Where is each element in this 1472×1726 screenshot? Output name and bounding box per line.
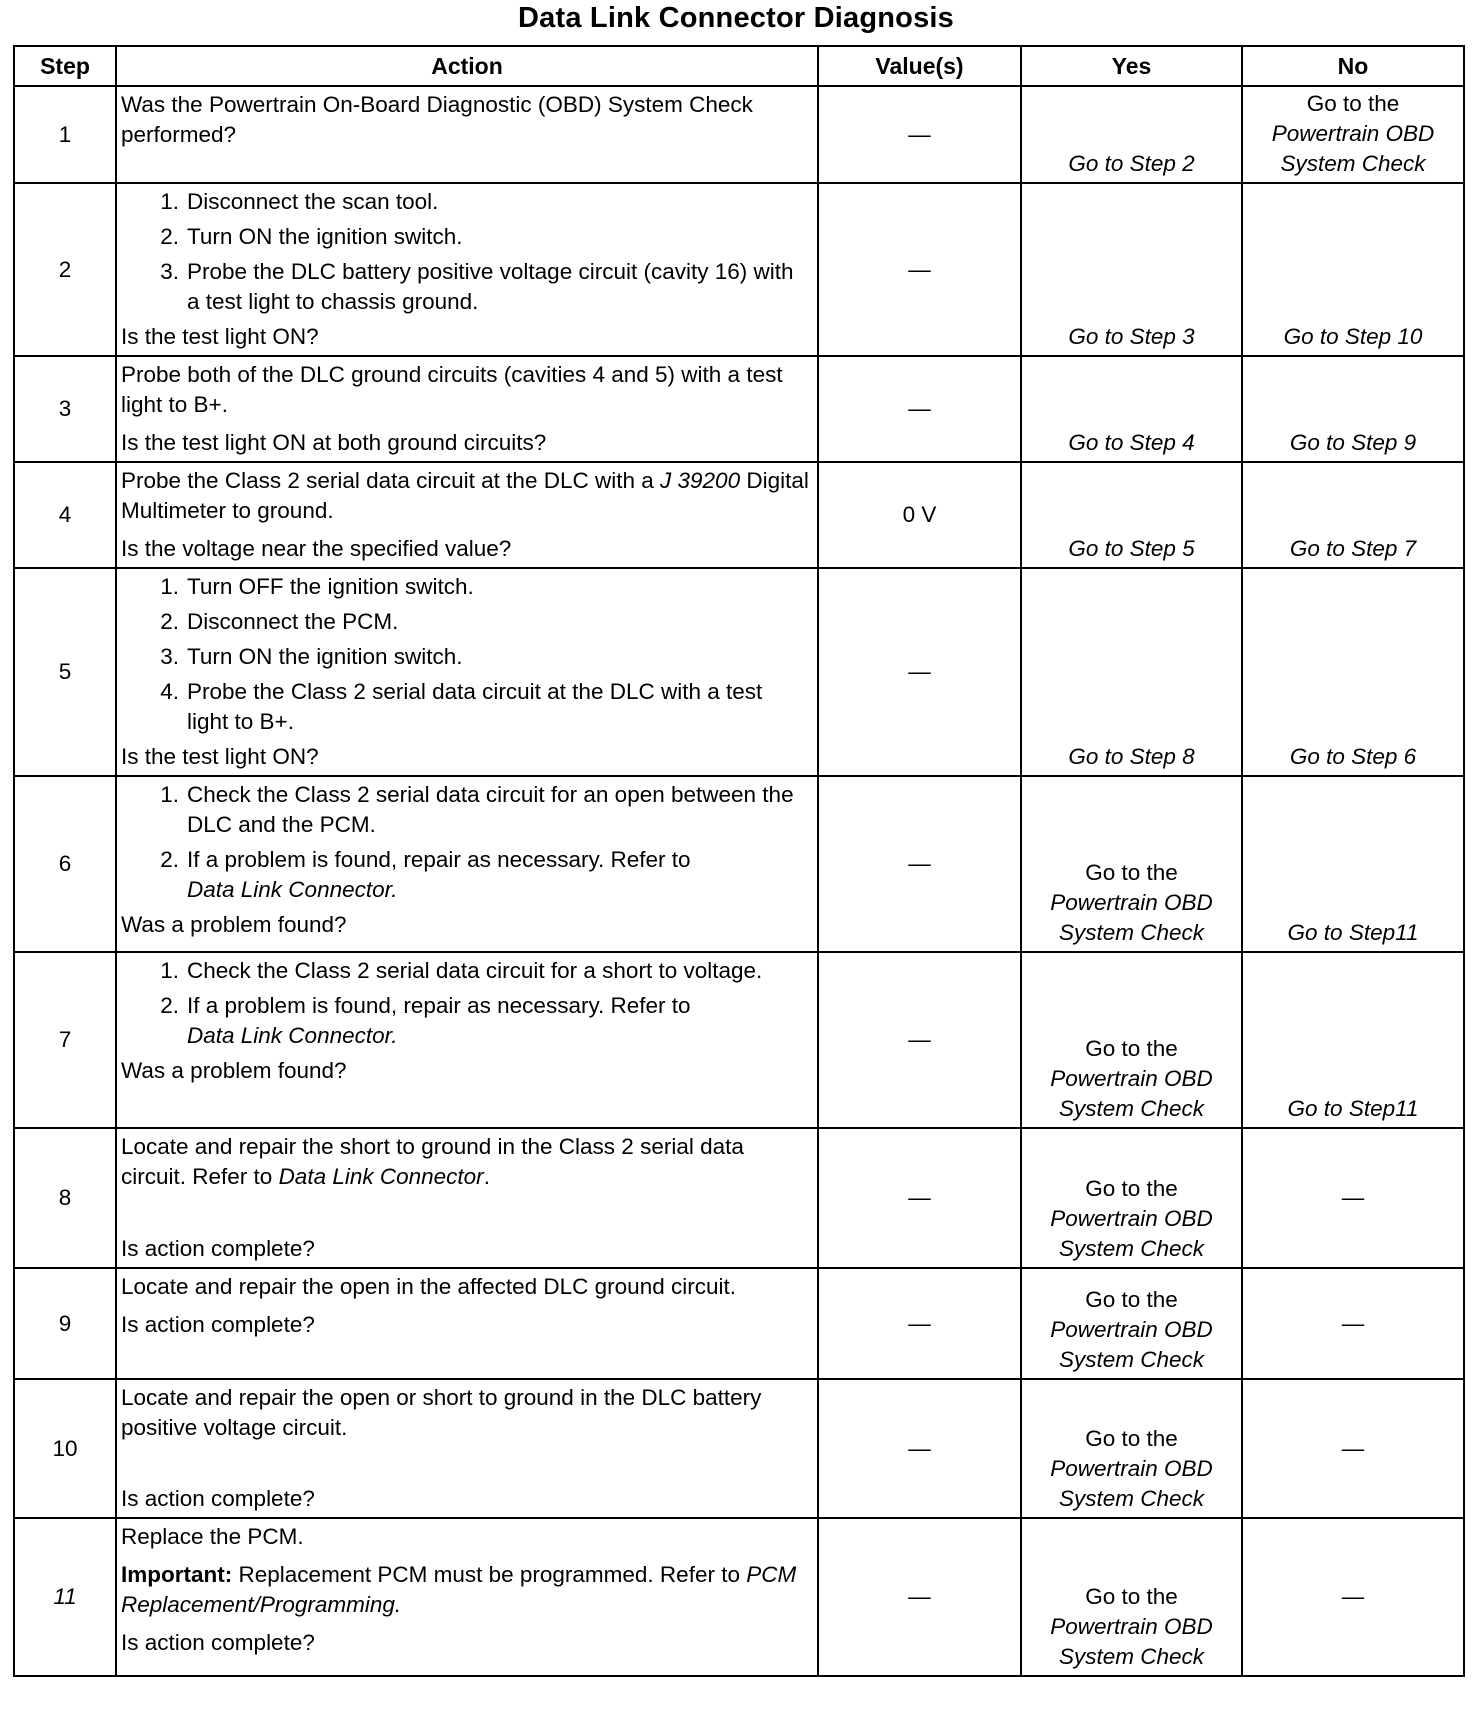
table-row	[14, 952, 1464, 1128]
step-number: 7	[14, 952, 116, 1128]
value-cell	[818, 952, 1021, 1128]
yes-cell	[1021, 952, 1242, 1128]
table-row	[14, 462, 1464, 568]
header-action: Action	[116, 46, 818, 86]
action-list	[121, 956, 809, 1051]
step-number: 4	[14, 462, 116, 568]
table-row	[14, 1379, 1464, 1518]
step-number: 3	[14, 356, 116, 462]
action-text: Locate and repair the open or short to ground in the DLC battery positive voltage circuit.	[121, 1385, 762, 1440]
yes-go-to: Go to the	[1085, 1287, 1178, 1312]
no-cell	[1242, 183, 1464, 356]
action-cell	[116, 86, 818, 183]
yes-link: Go to Step 5	[1068, 536, 1195, 561]
no-system-check: System Check	[1280, 151, 1426, 176]
yes-system-check: System Check	[1058, 1347, 1205, 1372]
dash: —	[908, 1185, 931, 1210]
action-question: Is action complete?	[121, 1486, 315, 1511]
action-text: Probe both of the DLC ground circuits (cavities 4 and 5) with a test light to B+.	[121, 362, 783, 417]
action-text: Locate and repair the open in the affected DLC ground circuit.	[121, 1274, 736, 1299]
action-question: Is action complete?	[121, 1630, 315, 1655]
action-cell	[116, 1128, 818, 1268]
dash: —	[1341, 1435, 1365, 1461]
action-question: Is action complete?	[121, 1312, 315, 1337]
page-title: Data Link Connector Diagnosis	[517, 2, 955, 34]
yes-system-check: System Check	[1058, 1236, 1205, 1261]
no-powertrain-obd: Powertrain OBD	[1271, 121, 1435, 146]
header-yes: Yes	[1021, 46, 1242, 86]
value-cell	[818, 776, 1021, 952]
no-cell	[1242, 86, 1464, 183]
no-cell	[1242, 1379, 1464, 1518]
yes-go-to: Go to the	[1085, 1584, 1178, 1609]
value-cell	[818, 1518, 1021, 1676]
list-item: 1. Check the Class 2 serial data circuit for an open between the DLC and the PCM.	[160, 782, 794, 837]
action-question: Is the test light ON?	[121, 324, 319, 349]
yes-cell	[1021, 1268, 1242, 1379]
list-item: 1. Check the Class 2 serial data circuit for a short to voltage.	[160, 958, 763, 983]
tool-name: J 39200	[660, 468, 741, 493]
action-cell	[116, 1518, 818, 1676]
dash: —	[908, 1310, 931, 1336]
action-question: Is the voltage near the specified value?	[121, 536, 512, 561]
list-item: 3. Turn ON the ignition switch.	[160, 644, 463, 669]
action-list	[121, 187, 809, 317]
yes-cell	[1021, 568, 1242, 776]
step-number: 6	[14, 776, 116, 952]
no-cell	[1242, 1128, 1464, 1268]
step-number: 1	[14, 86, 116, 183]
value-cell	[818, 356, 1021, 462]
value-cell	[818, 183, 1021, 356]
dash: —	[908, 396, 931, 421]
header-value: Value(s)	[818, 46, 1021, 86]
yes-cell	[1021, 1128, 1242, 1268]
reference: Data Link Connector	[278, 1164, 484, 1189]
yes-go-to: Go to the	[1085, 1426, 1178, 1451]
table-row	[14, 1128, 1464, 1268]
no-cell	[1242, 1518, 1464, 1676]
yes-link: Go to Step 4	[1068, 430, 1195, 455]
yes-cell	[1021, 183, 1242, 356]
reference: Data Link Connector.	[187, 1023, 398, 1048]
action-list	[121, 780, 809, 905]
dash: —	[908, 1584, 931, 1609]
yes-go-to: Go to the	[1085, 860, 1178, 885]
dash: —	[908, 1435, 931, 1461]
yes-powertrain-obd: Powertrain OBD	[1050, 1317, 1213, 1342]
action-text: Replace the PCM.	[121, 1524, 304, 1549]
yes-go-to: Go to the	[1085, 1036, 1178, 1061]
yes-link: Go to Step 2	[1068, 151, 1195, 176]
step-number: 9	[14, 1268, 116, 1379]
no-go-to: Go to the	[1306, 91, 1400, 116]
action-cell	[116, 462, 818, 568]
yes-go-to: Go to the	[1085, 1176, 1178, 1201]
dash: —	[908, 256, 931, 282]
value-cell	[818, 86, 1021, 183]
reference: PCM Replacement/Programming.	[121, 1562, 797, 1617]
yes-powertrain-obd: Powertrain OBD	[1050, 890, 1213, 915]
table-row	[14, 568, 1464, 776]
yes-cell	[1021, 356, 1242, 462]
step-number: 11	[14, 1518, 116, 1676]
no-link: Go to Step 9	[1289, 430, 1417, 455]
list-item: 3. Probe the DLC battery positive voltage circuit (cavity 16) with a test light to chassis ground.	[160, 259, 794, 314]
table-row	[14, 776, 1464, 952]
step-number: 8	[14, 1128, 116, 1268]
no-cell	[1242, 776, 1464, 952]
value-cell	[818, 568, 1021, 776]
dash: —	[1341, 1310, 1365, 1336]
yes-cell	[1021, 1518, 1242, 1676]
dash: —	[1341, 1584, 1365, 1609]
no-link: Go to Step11	[1287, 1096, 1419, 1121]
dash: —	[908, 121, 931, 147]
action-text: Locate and repair the short to ground in the Class 2 serial data circuit. Refer to Data Link Connector.	[121, 1134, 744, 1189]
action-question: Is the test light ON?	[121, 744, 319, 769]
list-item: 2. If a problem is found, repair as necessary. Refer to Data Link Connector.	[160, 847, 691, 902]
yes-cell	[1021, 462, 1242, 568]
table-row	[14, 1518, 1464, 1676]
diagnosis-table	[13, 45, 1465, 1677]
yes-powertrain-obd: Powertrain OBD	[1050, 1066, 1213, 1091]
action-cell	[116, 952, 818, 1128]
action-cell	[116, 1379, 818, 1518]
list-item: 1. Disconnect the scan tool.	[160, 189, 439, 214]
yes-system-check: System Check	[1058, 1096, 1205, 1121]
dash: —	[908, 1027, 931, 1052]
no-cell	[1242, 462, 1464, 568]
no-link: Go to Step 6	[1289, 744, 1417, 769]
no-cell	[1242, 1268, 1464, 1379]
yes-powertrain-obd: Powertrain OBD	[1050, 1456, 1213, 1481]
step-number: 10	[14, 1379, 116, 1518]
action-cell	[116, 568, 818, 776]
value-cell	[818, 1379, 1021, 1518]
yes-powertrain-obd: Powertrain OBD	[1050, 1206, 1213, 1231]
reference: Data Link Connector.	[187, 877, 398, 902]
action-list	[121, 572, 809, 737]
list-item: 2. Turn ON the ignition switch.	[160, 224, 463, 249]
yes-cell	[1021, 776, 1242, 952]
yes-link: Go to Step 8	[1068, 744, 1195, 769]
action-text: Probe the Class 2 serial data circuit at the DLC with a J 39200 Digital Multimeter to ground.	[121, 468, 809, 523]
no-link: Go to Step 7	[1289, 536, 1417, 561]
important-label: Important:	[121, 1562, 233, 1587]
dash: —	[908, 659, 931, 684]
action-question: Is action complete?	[121, 1236, 315, 1261]
action-question: Is the test light ON at both ground circuits?	[121, 430, 547, 455]
no-cell	[1242, 952, 1464, 1128]
value-cell	[818, 1128, 1021, 1268]
list-item: 4. Probe the Class 2 serial data circuit at the DLC with a test light to B+.	[160, 679, 763, 734]
value-cell: 0 V	[818, 462, 1021, 568]
table-row	[14, 86, 1464, 183]
header-row	[14, 46, 1464, 86]
value-cell	[818, 1268, 1021, 1379]
table-row	[14, 1268, 1464, 1379]
table-row	[14, 183, 1464, 356]
dash: —	[1341, 1185, 1365, 1210]
no-link: Go to Step 10	[1283, 324, 1423, 349]
list-item: 2. Disconnect the PCM.	[160, 609, 399, 634]
action-cell	[116, 776, 818, 952]
step-number: 2	[14, 183, 116, 356]
step-number: 5	[14, 568, 116, 776]
header-step: Step	[14, 46, 116, 86]
no-link: Go to Step11	[1287, 920, 1419, 945]
header-no: No	[1242, 46, 1464, 86]
yes-system-check: System Check	[1058, 1486, 1205, 1511]
list-item: 2. If a problem is found, repair as necessary. Refer to Data Link Connector.	[160, 993, 691, 1048]
no-cell	[1242, 568, 1464, 776]
yes-link: Go to Step 3	[1068, 324, 1195, 349]
action-question: Was a problem found?	[121, 1058, 347, 1083]
action-question: Was a problem found?	[121, 912, 347, 937]
important-note: Important: Replacement PCM must be programmed. Refer to PCM Replacement/Programming.	[121, 1562, 797, 1617]
yes-system-check: System Check	[1058, 1644, 1205, 1669]
action-text: Was the Powertrain On-Board Diagnostic (OBD) System Check performed?	[121, 92, 753, 147]
yes-powertrain-obd: Powertrain OBD	[1050, 1614, 1213, 1639]
yes-system-check: System Check	[1058, 920, 1205, 945]
no-cell	[1242, 356, 1464, 462]
yes-cell	[1021, 1379, 1242, 1518]
dash: —	[908, 851, 931, 876]
action-cell	[116, 183, 818, 356]
action-cell	[116, 1268, 818, 1379]
action-cell	[116, 356, 818, 462]
list-item: 1. Turn OFF the ignition switch.	[160, 574, 474, 599]
yes-cell	[1021, 86, 1242, 183]
table-row	[14, 356, 1464, 462]
